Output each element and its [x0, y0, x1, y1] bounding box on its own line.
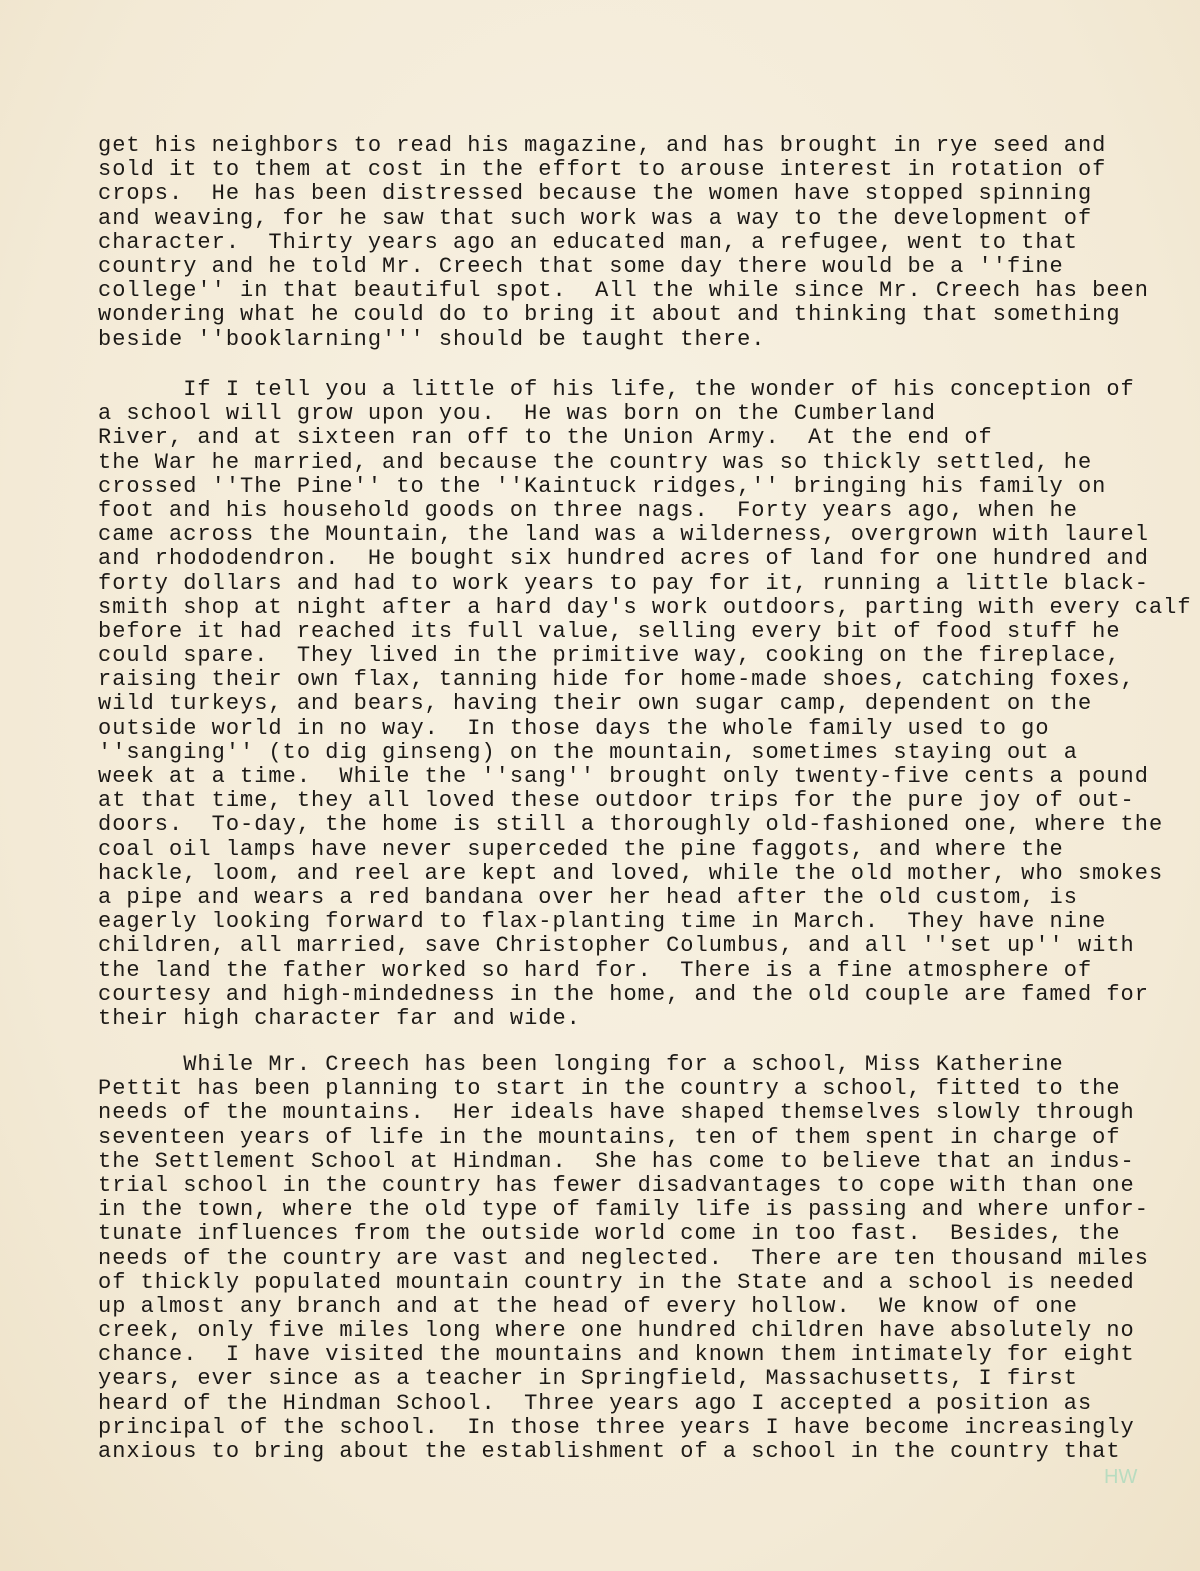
text-line: raising their own flax, tanning hide for home-made shoes, catching foxes, [98, 667, 1135, 693]
text-line: children, all married, save Christopher Columbus, and all ''set up'' with [98, 933, 1135, 959]
text-line: anxious to bring about the establishment of a school in the country that [98, 1439, 1121, 1464]
text-line: smith shop at night after a hard day's work outdoors, parting with every calf [98, 594, 1192, 620]
text-line: ''sanging'' (to dig ginseng) on the mountain, sometimes staying out a [98, 739, 1078, 765]
paragraph-3 [98, 1053, 1149, 1464]
text-line: wild turkeys, and bears, having their own sugar camp, dependent on the [98, 691, 1093, 717]
text-line: and rhododendron. He bought six hundred acres of land for one hundred and [98, 546, 1149, 572]
text-line: the Settlement School at Hindman. She has come to believe that an indus- [98, 1148, 1135, 1174]
text-line: up almost any branch and at the head of every hollow. We know of one [98, 1293, 1078, 1319]
text-line: forty dollars and had to work years to pay for it, running a little black- [98, 570, 1149, 596]
text-line: of thickly populated mountain country in the State and a school is needed [98, 1269, 1135, 1295]
text-line: years, ever since as a teacher in Springfield, Massachusetts, I first [98, 1366, 1078, 1392]
text-line: crossed ''The Pine'' to the ''Kaintuck ridges,'' bringing his family on [98, 473, 1107, 499]
text-line: Pettit has been planning to start in the country a school, fitted to the [98, 1076, 1121, 1102]
text-line: could spare. They lived in the primitive way, cooking on the fireplace, [98, 643, 1121, 669]
text-line: the land the father worked so hard for. There is a fine atmosphere of [98, 957, 1093, 983]
paragraph-1 [98, 134, 1149, 352]
text-line: get his neighbors to read his magazine, and has brought in rye seed and [98, 133, 1107, 158]
text-line: college'' in that beautiful spot. All the while since Mr. Creech has been [98, 278, 1149, 304]
text-line: foot and his household goods on three nags. Forty years ago, when he [98, 497, 1078, 523]
text-line: doors. To-day, the home is still a thoroughly old-fashioned one, where the [98, 812, 1164, 838]
text-line: before it had reached its full value, selling every bit of food stuff he [98, 618, 1121, 644]
text-line: tunate influences from the outside world come in too fast. Besides, the [98, 1221, 1121, 1247]
text-line: eagerly looking forward to flax-planting time in March. They have nine [98, 909, 1107, 935]
text-line: principal of the school. In those three years I have become increasingly [98, 1414, 1135, 1440]
text-line: and weaving, for he saw that such work was a way to the development of [98, 205, 1093, 231]
paragraph-2 [98, 378, 1192, 1031]
text-line: coal oil lamps have never superceded the pine faggots, and where the [98, 836, 1064, 862]
text-line: their high character far and wide. [98, 1005, 581, 1031]
text-line: beside ''booklarning''' should be taught there. [98, 326, 766, 352]
watermark: HW [1104, 1466, 1138, 1488]
text-line: River, and at sixteen ran off to the Union Army. At the end of [98, 425, 993, 451]
text-line: the War he married, and because the country was so thickly settled, he [98, 449, 1093, 475]
text-line: courtesy and high-mindedness in the home, and the old couple are famed for [98, 981, 1149, 1007]
text-line: came across the Mountain, the land was a wilderness, overgrown with laurel [98, 522, 1149, 548]
text-line: hackle, loom, and reel are kept and loved, while the old mother, who smokes [98, 860, 1164, 886]
text-line: needs of the country are vast and neglected. There are ten thousand miles [98, 1245, 1149, 1271]
text-line: heard of the Hindman School. Three years ago I accepted a position as [98, 1390, 1093, 1416]
text-line: wondering what he could do to bring it about and thinking that something [98, 302, 1121, 328]
text-line: chance. I have visited the mountains and known them intimately for eight [98, 1342, 1135, 1368]
text-line: creek, only five miles long where one hundred children have absolutely no [98, 1318, 1135, 1344]
text-line: crops. He has been distressed because the women have stopped spinning [98, 181, 1093, 207]
text-line: week at a time. While the ''sang'' brought only twenty-five cents a pound [98, 764, 1149, 789]
text-line: country and he told Mr. Creech that some day there would be a ''fine [98, 253, 1064, 279]
text-line: character. Thirty years ago an educated man, a refugee, went to that [98, 229, 1078, 255]
text-line: trial school in the country has fewer disadvantages to cope with than one [98, 1172, 1135, 1198]
text-line: seventeen years of life in the mountains, ten of them spent in charge of [98, 1124, 1121, 1150]
text-line: If I tell you a little of his life, the wonder of his conception of [98, 377, 1135, 402]
text-line: outside world in no way. In those days the whole family used to go [98, 715, 1050, 741]
text-line: sold it to them at cost in the effort to arouse interest in rotation of [98, 157, 1107, 183]
text-line: in the town, where the old type of family life is passing and where unfor- [98, 1197, 1149, 1223]
text-line: needs of the mountains. Her ideals have shaped themselves slowly through [98, 1100, 1135, 1126]
text-line: at that time, they all loved these outdoor trips for the pure joy of out- [98, 788, 1135, 814]
text-line: While Mr. Creech has been longing for a school, Miss Katherine [98, 1052, 1064, 1077]
text-line: a school will grow upon you. He was born on the Cumberland [98, 401, 936, 427]
text-line: a pipe and wears a red bandana over her head after the old custom, is [98, 884, 1078, 910]
